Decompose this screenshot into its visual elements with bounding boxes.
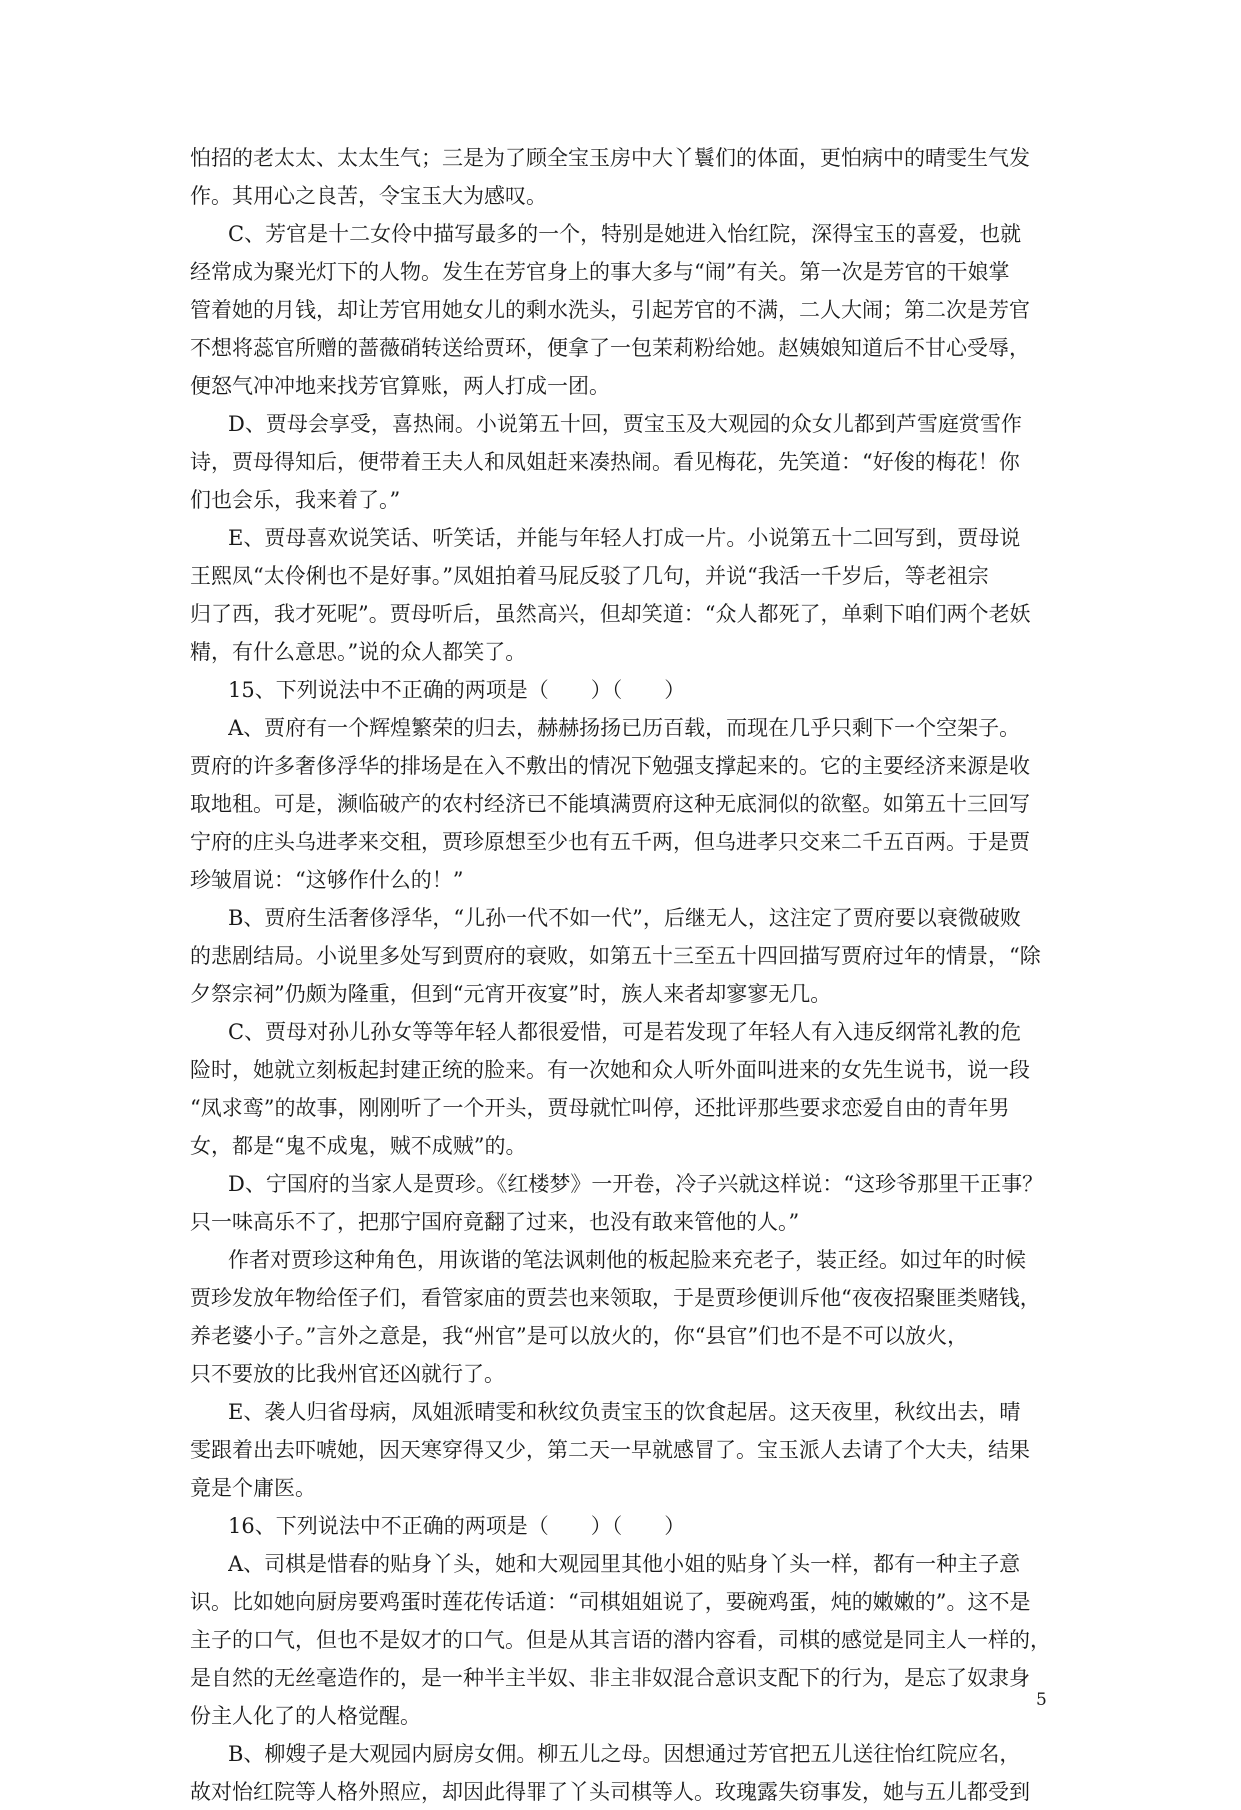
text-line: 作。其用心之良苦，令宝玉大为感叹。 (190, 184, 547, 208)
text-line: 作者对贾珍这种角色，用诙谐的笔法讽刺他的板起脸来充老子，装正经。如过年的时候 (228, 1248, 1026, 1272)
text-line: 份主人化了的人格觉醒。 (190, 1704, 421, 1728)
text-line: 故对怡红院等人格外照应，却因此得罪了丫头司棋等人。玫瑰露失窃事发，她与五儿都受到 (190, 1780, 1030, 1804)
option-e-line: E、贾母喜欢说笑话、听笑话，并能与年轻人打成一片。小说第五十二回写到，贾母说 (228, 526, 1021, 550)
page-number: 5 (1036, 1690, 1047, 1710)
text-line: 诗，贾母得知后，便带着王夫人和凤姐赶来凑热闹。看见梅花，先笑道：“好俊的梅花！你 (190, 450, 1020, 474)
text-line: 雯跟着出去吓唬她，因天寒穿得又少，第二天一早就感冒了。宝玉派人去请了个大夫，结果 (190, 1438, 1030, 1462)
text-line: 的悲剧结局。小说里多处写到贾府的衰败，如第五十三至五十四回描写贾府过年的情景，“除 (190, 944, 1041, 968)
option-d-line: D、宁国府的当家人是贾珍。《红楼梦》一开卷，冷子兴就这样说：“这珍爷那里干正事？ (228, 1172, 1044, 1196)
question-16-heading: 16、下列说法中不正确的两项是（ ）（ ） (228, 1514, 686, 1538)
text-line: 王熙凤“太伶俐也不是好事。”凤姐拍着马屁反驳了几句，并说“我活一千岁后，等老祖宗 (190, 564, 989, 588)
text-line: 归了西，我才死呢”。贾母听后，虽然高兴，但却笑道：“众人都死了，单剩下咱们两个老妖 (190, 602, 1031, 626)
text-line: 竟是个庸医。 (190, 1476, 316, 1500)
text-line: “凤求鸾”的故事，刚刚听了一个开头，贾母就忙叫停，还批评那些要求恋爱自由的青年男 (190, 1096, 1010, 1120)
text-line: 们也会乐，我来着了。” (190, 488, 401, 512)
text-line: 夕祭宗祠”仍颇为隆重，但到“元宵开夜宴”时，族人来者却寥寥无几。 (190, 982, 832, 1006)
text-line: 识。比如她向厨房要鸡蛋时莲花传话道：“司棋姐姐说了，要碗鸡蛋，炖的嫩嫩的”。这不是 (190, 1590, 1031, 1614)
text-line: 珍皱眉说：“这够作什么的！” (190, 868, 464, 892)
question-15-heading: 15、下列说法中不正确的两项是（ ）（ ） (228, 678, 686, 702)
text-line: 管着她的月钱，却让芳官用她女儿的剩水洗头，引起芳官的不满，二人大闹；第二次是芳官 (190, 298, 1030, 322)
option-b-line: B、贾府生活奢侈浮华，“儿孙一代不如一代”，后继无人，这注定了贾府要以衰微破败 (228, 906, 1021, 930)
text-line: 只一味高乐不了，把那宁国府竟翻了过来，也没有敢来管他的人。” (190, 1210, 800, 1234)
option-e-line: E、袭人归省母病，凤姐派晴雯和秋纹负责宝玉的饮食起居。这天夜里，秋纹出去，晴 (228, 1400, 1021, 1424)
text-line: 主子的口气，但也不是奴才的口气。但是从其言语的潜内容看，司棋的感觉是同主人一样的， (190, 1628, 1051, 1652)
text-line: 怕招的老太太、太太生气；三是为了顾全宝玉房中大丫鬟们的体面，更怕病中的晴雯生气发 (190, 146, 1030, 170)
text-line: 经常成为聚光灯下的人物。发生在芳官身上的事大多与“闹”有关。第一次是芳官的干娘掌 (190, 260, 1010, 284)
option-a-line: A、贾府有一个辉煌繁荣的归去，赫赫扬扬已历百载，而现在几乎只剩下一个空架子。 (228, 716, 1021, 740)
text-line: 养老婆小子。”言外之意是，我“州官”是可以放火的，你“县官”们也不是不可以放火， (190, 1324, 969, 1348)
text-line: 取地租。可是，濒临破产的农村经济已不能填满贾府这种无底洞似的欲壑。如第五十三回写 (190, 792, 1030, 816)
text-line: 贾府的许多奢侈浮华的排场是在入不敷出的情况下勉强支撑起来的。它的主要经济来源是收 (190, 754, 1030, 778)
option-c-line: C、芳官是十二女伶中描写最多的一个，特别是她进入怡红院，深得宝玉的喜爱，也就 (228, 222, 1022, 246)
text-line: 便怒气冲冲地来找芳官算账，两人打成一团。 (190, 374, 610, 398)
text-line: 贾珍发放年物给侄子们，看管家庙的贾芸也来领取，于是贾珍便训斥他“夜夜招聚匪类赌钱， (190, 1286, 1041, 1310)
option-d-line: D、贾母会享受，喜热闹。小说第五十回，贾宝玉及大观园的众女儿都到芦雪庭赏雪作 (228, 412, 1022, 436)
text-line: 不想将蕊官所赠的蔷薇硝转送给贾环，便拿了一包茉莉粉给她。赵姨娘知道后不甘心受辱， (190, 336, 1030, 360)
text-line: 精，有什么意思。”说的众人都笑了。 (190, 640, 527, 664)
text-line: 宁府的庄头乌进孝来交租，贾珍原想至少也有五千两，但乌进孝只交来二千五百两。于是贾 (190, 830, 1030, 854)
text-line: 险时，她就立刻板起封建正统的脸来。有一次她和众人听外面叫进来的女先生说书，说一段 (190, 1058, 1030, 1082)
text-line: 是自然的无丝毫造作的，是一种半主半奴、非主非奴混合意识支配下的行为，是忘了奴隶身 (190, 1666, 1030, 1690)
option-c-line: C、贾母对孙儿孙女等等年轻人都很爱惜，可是若发现了年轻人有入违反纲常礼教的危 (228, 1020, 1022, 1044)
text-line: 只不要放的比我州官还凶就行了。 (190, 1362, 505, 1386)
option-b-line: B、柳嫂子是大观园内厨房女佣。柳五儿之母。因想通过芳官把五儿送往怡红院应名， (228, 1742, 1021, 1766)
option-a-line: A、司棋是惜春的贴身丫头，她和大观园里其他小姐的贴身丫头一样，都有一种主子意 (228, 1552, 1021, 1576)
text-line: 女，都是“鬼不成鬼，贼不成贼”的。 (190, 1134, 527, 1158)
